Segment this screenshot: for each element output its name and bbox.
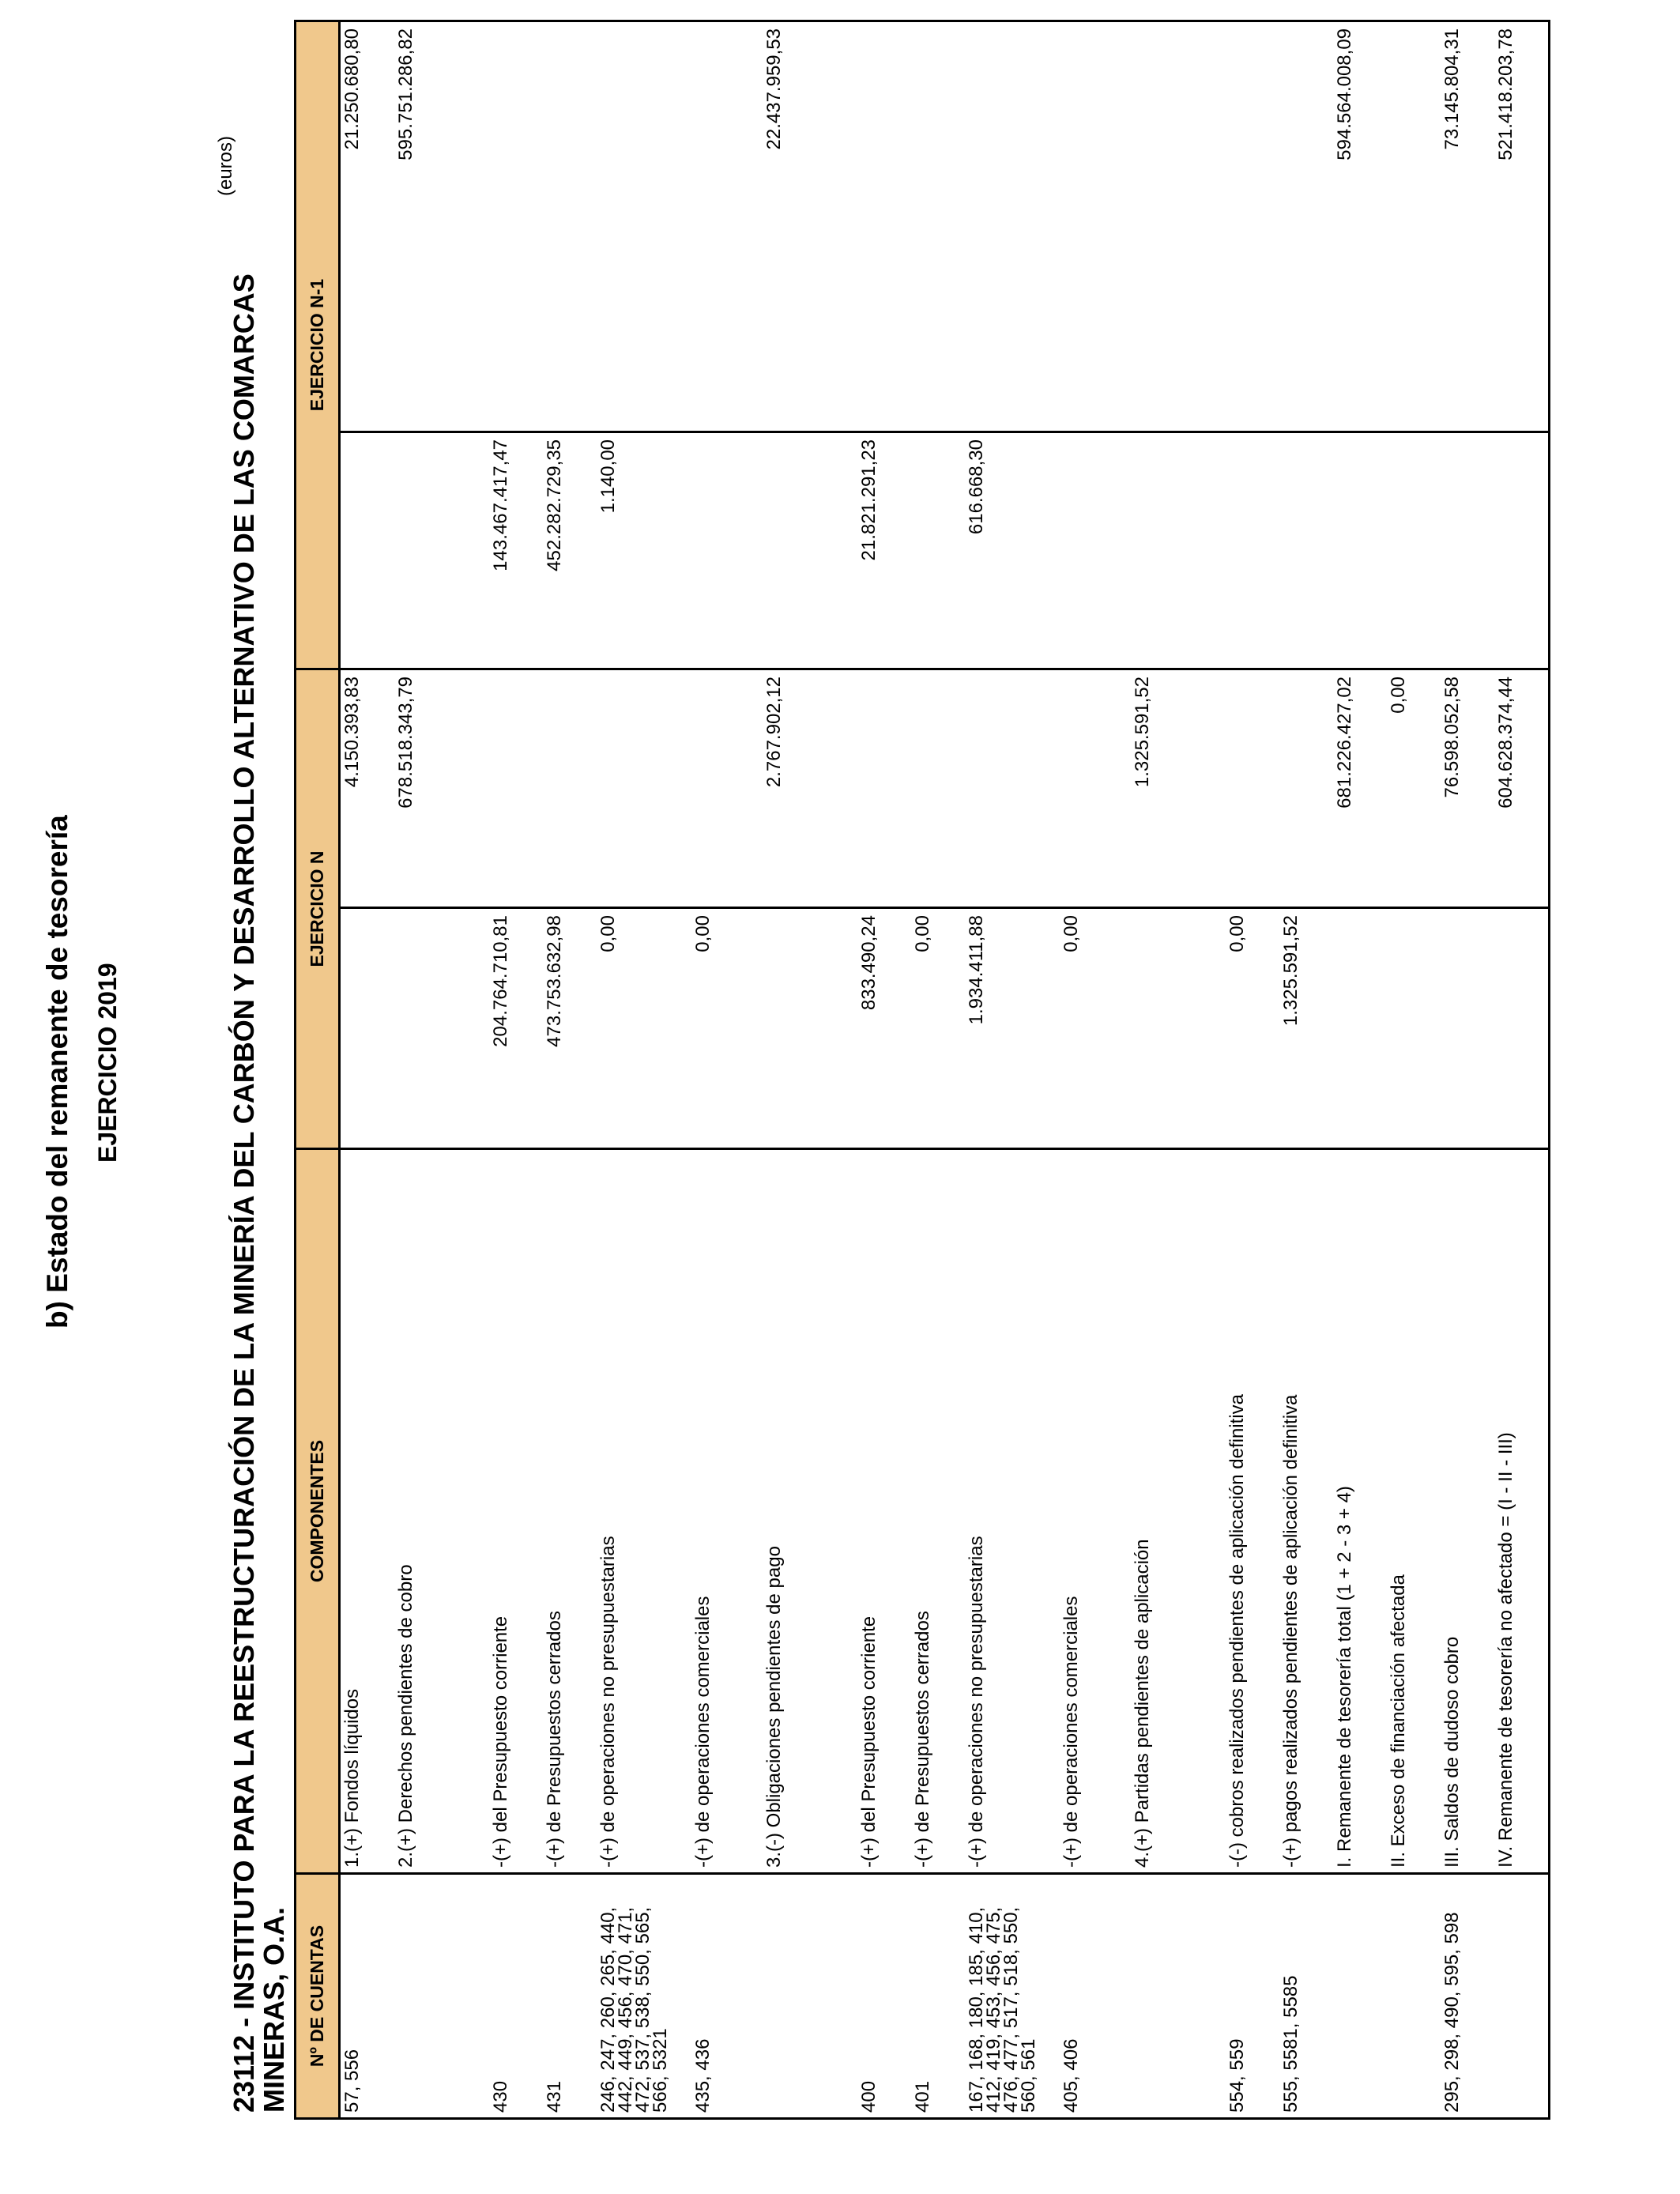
cell-ejercicio-n1-total: 595.751.286,82 xyxy=(394,21,489,432)
cell-cuentas: 57, 556 xyxy=(340,1874,395,2119)
cell-ejercicio-n-detail xyxy=(1131,908,1226,1149)
cell-ejercicio-n-total xyxy=(543,669,597,907)
table-row xyxy=(1441,21,1494,2118)
cell-ejercicio-n-total xyxy=(597,669,691,907)
section-heading: b) Estado del remanente de tesorería xyxy=(41,815,73,1329)
cell-componente: -(-) cobros realizados pendientes de aplicación definitiva xyxy=(1226,1149,1279,1874)
cell-ejercicio-n1-total xyxy=(597,21,691,432)
table-body xyxy=(340,21,1550,2118)
cell-ejercicio-n1-detail xyxy=(1060,432,1131,669)
cell-ejercicio-n-detail: 833.490,24 xyxy=(857,908,911,1149)
cell-cuentas xyxy=(394,1874,489,2119)
cell-ejercicio-n1-total xyxy=(489,21,543,432)
table-row xyxy=(394,21,489,2118)
cell-ejercicio-n1-detail xyxy=(394,432,489,669)
cell-ejercicio-n-detail xyxy=(340,908,395,1149)
table-row xyxy=(691,21,763,2118)
cell-componente: -(+) de operaciones comerciales xyxy=(1060,1149,1131,1874)
cell-componente: III. Saldos de dudoso cobro xyxy=(1441,1149,1494,1874)
entity-title-line-1: 23112 - INSTITUTO PARA LA REESTRUCTURACIÓN DE LA MINERÍA DEL CARBÓN Y DESARROLLO ALTERNATIVO DE LAS COMARCAS xyxy=(228,273,260,2113)
cell-ejercicio-n1-total xyxy=(691,21,763,432)
cell-ejercicio-n1-detail: 616.668,30 xyxy=(965,432,1060,669)
cell-ejercicio-n-total xyxy=(489,669,543,907)
cell-cuentas: 435, 436 xyxy=(691,1874,763,2119)
cell-ejercicio-n1-detail: 452.282.729,35 xyxy=(543,432,597,669)
cell-cuentas: 295, 298, 490, 595, 598 xyxy=(1441,1874,1494,2119)
table-row xyxy=(1494,21,1550,2118)
cell-ejercicio-n1-total xyxy=(543,21,597,432)
cell-ejercicio-n-total xyxy=(857,669,911,907)
cell-ejercicio-n1-detail: 1.140,00 xyxy=(597,432,691,669)
cell-ejercicio-n1-total xyxy=(857,21,911,432)
cell-ejercicio-n1-detail: 21.821.291,23 xyxy=(857,432,911,669)
cell-cuentas: 554, 559 xyxy=(1226,1874,1279,2119)
cell-cuentas: 400 xyxy=(857,1874,911,2119)
cell-ejercicio-n-detail: 473.753.632,98 xyxy=(543,908,597,1149)
cell-ejercicio-n-detail: 0,00 xyxy=(911,908,965,1149)
header-ejercicio-n: EJERCICIO N xyxy=(296,669,340,1148)
cell-componente: 2.(+) Derechos pendientes de cobro xyxy=(394,1149,489,1874)
cell-ejercicio-n1-detail xyxy=(763,432,857,669)
table-row xyxy=(543,21,597,2118)
cell-ejercicio-n-detail xyxy=(1387,908,1441,1149)
cell-cuentas: 430 xyxy=(489,1874,543,2119)
cell-ejercicio-n1-detail xyxy=(1441,432,1494,669)
cell-componente: 4.(+) Partidas pendientes de aplicación xyxy=(1131,1149,1226,1874)
cell-componente: 3.(-) Obligaciones pendientes de pago xyxy=(763,1149,857,1874)
table-row xyxy=(1387,21,1441,2118)
cell-ejercicio-n1-detail xyxy=(911,432,965,669)
cell-ejercicio-n-total: 4.150.393,83 xyxy=(340,669,395,907)
cell-ejercicio-n1-total: 21.250.680,80 xyxy=(340,21,395,432)
cell-componente: -(+) de Presupuestos cerrados xyxy=(911,1149,965,1874)
cell-cuentas xyxy=(1494,1874,1550,2119)
table-row xyxy=(597,21,691,2118)
cell-ejercicio-n1-detail xyxy=(1494,432,1550,669)
cell-ejercicio-n-total xyxy=(1060,669,1131,907)
cell-ejercicio-n1-total xyxy=(1279,21,1333,432)
cell-ejercicio-n-total xyxy=(911,669,965,907)
table-row xyxy=(1279,21,1333,2118)
cell-ejercicio-n1-total: 521.418.203,78 xyxy=(1494,21,1550,432)
cell-ejercicio-n-detail xyxy=(763,908,857,1149)
table-row xyxy=(340,21,395,2118)
cell-ejercicio-n1-detail: 143.467.417,47 xyxy=(489,432,543,669)
cell-ejercicio-n1-total xyxy=(911,21,965,432)
cell-ejercicio-n1-total xyxy=(965,21,1060,432)
currency-unit-label: (euros) xyxy=(215,135,236,196)
header-ejercicio-n1: EJERCICIO N-1 xyxy=(296,21,340,669)
cell-componente: -(+) de operaciones comerciales xyxy=(691,1149,763,1874)
fiscal-year-title: EJERCICIO 2019 xyxy=(93,963,122,1163)
cell-ejercicio-n-detail: 0,00 xyxy=(1060,908,1131,1149)
cell-ejercicio-n-total: 76.598.052,58 xyxy=(1441,669,1494,907)
cell-ejercicio-n1-total: 594.564.008,09 xyxy=(1333,21,1387,432)
cell-ejercicio-n-detail: 1.934.411,88 xyxy=(965,908,1060,1149)
table-row xyxy=(489,21,543,2118)
table-row xyxy=(1060,21,1131,2118)
cell-ejercicio-n-detail xyxy=(1441,908,1494,1149)
cell-componente: -(+) del Presupuesto corriente xyxy=(489,1149,543,1874)
cell-componente: -(+) de operaciones no presupuestarias xyxy=(965,1149,1060,1874)
cell-ejercicio-n-total xyxy=(691,669,763,907)
cell-ejercicio-n-total: 2.767.902,12 xyxy=(763,669,857,907)
cell-ejercicio-n1-total xyxy=(1131,21,1226,432)
cell-ejercicio-n-detail xyxy=(394,908,489,1149)
cell-ejercicio-n-total: 1.325.591,52 xyxy=(1131,669,1226,907)
cell-ejercicio-n1-total: 22.437.959,53 xyxy=(763,21,857,432)
cell-cuentas: 431 xyxy=(543,1874,597,2119)
cell-ejercicio-n-total xyxy=(1279,669,1333,907)
cell-componente: -(+) de Presupuestos cerrados xyxy=(543,1149,597,1874)
cell-ejercicio-n-detail: 204.764.710,81 xyxy=(489,908,543,1149)
cell-componente: -(+) de operaciones no presupuestarias xyxy=(597,1149,691,1874)
cell-ejercicio-n-detail xyxy=(1494,908,1550,1149)
table-row xyxy=(911,21,965,2118)
cell-ejercicio-n1-detail xyxy=(1226,432,1279,669)
cell-ejercicio-n-total: 678.518.343,79 xyxy=(394,669,489,907)
table-row xyxy=(965,21,1060,2118)
cell-ejercicio-n-total: 0,00 xyxy=(1387,669,1441,907)
cell-cuentas: 167, 168, 180, 185, 410, 412, 419, 453, 456, 475, 476, 477, 517, 518, 550, 560, 561 xyxy=(965,1874,1060,2119)
cell-componente: I. Remanente de tesorería total (1 + 2 - 3 + 4) xyxy=(1333,1149,1387,1874)
cell-ejercicio-n1-detail xyxy=(1131,432,1226,669)
entity-title-line-2: MINERAS, O.A. xyxy=(258,1906,290,2113)
cell-ejercicio-n-total: 681.226.427,02 xyxy=(1333,669,1387,907)
cell-ejercicio-n1-detail xyxy=(1387,432,1441,669)
cell-ejercicio-n-detail xyxy=(1333,908,1387,1149)
header-cuentas: Nº DE CUENTAS xyxy=(296,1874,340,2119)
cell-cuentas xyxy=(1333,1874,1387,2119)
table-row xyxy=(1333,21,1387,2118)
table-row xyxy=(1131,21,1226,2118)
table-header-row xyxy=(296,21,340,2118)
cell-ejercicio-n-detail: 0,00 xyxy=(691,908,763,1149)
cell-ejercicio-n1-detail xyxy=(1333,432,1387,669)
cell-ejercicio-n1-total: 73.145.804,31 xyxy=(1441,21,1494,432)
cell-componente: 1.(+) Fondos líquidos xyxy=(340,1149,395,1874)
cell-ejercicio-n1-total xyxy=(1387,21,1441,432)
cell-cuentas: 401 xyxy=(911,1874,965,2119)
cell-componente: -(+) pagos realizados pendientes de aplicación definitiva xyxy=(1279,1149,1333,1874)
cell-componente: II. Exceso de financiación afectada xyxy=(1387,1149,1441,1874)
table-row xyxy=(763,21,857,2118)
remanente-tesoreria-table xyxy=(294,20,1550,2120)
cell-cuentas: 405, 406 xyxy=(1060,1874,1131,2119)
header-componentes: COMPONENTES xyxy=(296,1149,340,1874)
cell-ejercicio-n1-detail xyxy=(1279,432,1333,669)
cell-ejercicio-n-total xyxy=(1226,669,1279,907)
cell-ejercicio-n1-detail xyxy=(691,432,763,669)
cell-cuentas xyxy=(763,1874,857,2119)
cell-ejercicio-n1-total xyxy=(1060,21,1131,432)
cell-componente: IV. Remanente de tesorería no afectado = (I - II - III) xyxy=(1494,1149,1550,1874)
cell-ejercicio-n-detail: 0,00 xyxy=(1226,908,1279,1149)
cell-ejercicio-n-total: 604.628.374,44 xyxy=(1494,669,1550,907)
cell-ejercicio-n-detail: 1.325.591,52 xyxy=(1279,908,1333,1149)
cell-cuentas: 246, 247, 260, 265, 440, 442, 449, 456, 470, 471, 472, 537, 538, 550, 565, 566, 5321 xyxy=(597,1874,691,2119)
table-row xyxy=(857,21,911,2118)
cell-ejercicio-n1-total xyxy=(1226,21,1279,432)
cell-ejercicio-n-detail: 0,00 xyxy=(597,908,691,1149)
cell-cuentas xyxy=(1387,1874,1441,2119)
cell-cuentas: 555, 5581, 5585 xyxy=(1279,1874,1333,2119)
table-row xyxy=(1226,21,1279,2118)
cell-componente: -(+) del Presupuesto corriente xyxy=(857,1149,911,1874)
cell-ejercicio-n1-detail xyxy=(340,432,395,669)
cell-cuentas xyxy=(1131,1874,1226,2119)
cell-ejercicio-n-total xyxy=(965,669,1060,907)
